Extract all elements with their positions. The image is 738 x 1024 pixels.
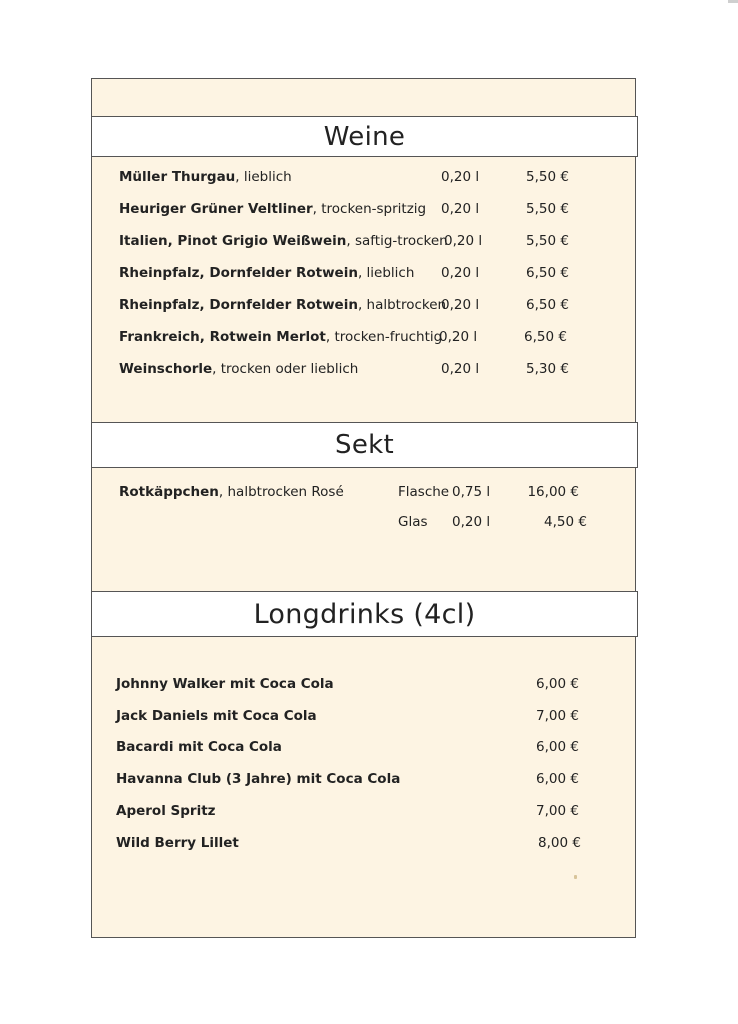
- longdrink-price: 7,00 €: [536, 708, 579, 724]
- longdrink-name: Wild Berry Lillet: [116, 835, 239, 851]
- wine-size: 0,20 l: [441, 361, 480, 377]
- wine-size: 0,20 l: [441, 297, 480, 313]
- wine-row: [92, 326, 635, 348]
- wine-name: Weinschorle, trocken oder lieblich: [119, 361, 359, 377]
- wine-size: 0,20 l: [444, 233, 483, 249]
- sekt-size: 0,20 l: [452, 514, 491, 530]
- longdrink-row: [92, 800, 635, 822]
- drinks-menu-card: [91, 78, 636, 938]
- sekt-price: 4,50 €: [544, 514, 587, 530]
- wine-row: [92, 294, 635, 316]
- wine-name: Rheinpfalz, Dornfelder Rotwein, lieblich: [119, 265, 415, 281]
- section-title-weine: Weine: [323, 121, 406, 152]
- section-header-longdrinks: [91, 591, 638, 637]
- wine-name: Frankreich, Rotwein Merlot, trocken-fruchtig: [119, 329, 443, 345]
- section-title-longdrinks: Longdrinks (4cl): [253, 598, 476, 630]
- wine-price: 5,50 €: [526, 201, 569, 217]
- wine-row: [92, 358, 635, 380]
- wine-price: 5,50 €: [526, 169, 569, 185]
- longdrink-row: [92, 768, 635, 790]
- longdrink-row: [92, 705, 635, 727]
- longdrink-name: Havanna Club (3 Jahre) mit Coca Cola: [116, 771, 401, 787]
- wine-size: 0,20 l: [441, 201, 480, 217]
- wine-price: 6,50 €: [526, 265, 569, 281]
- wine-name: Rheinpfalz, Dornfelder Rotwein, halbtrocken: [119, 297, 447, 313]
- wine-name: Heuriger Grüner Veltliner, trocken-spritzig: [119, 201, 427, 217]
- longdrink-row: [92, 736, 635, 758]
- wine-row: [92, 230, 635, 252]
- sekt-name: Rotkäppchen, halbtrocken Rosé: [119, 484, 344, 500]
- wine-row: [92, 262, 635, 284]
- sekt-size-label: Flasche: [398, 484, 450, 500]
- wine-size: 0,20 l: [439, 329, 478, 345]
- sekt-row: [92, 511, 635, 533]
- longdrink-row: [92, 832, 635, 854]
- wine-row: [92, 166, 635, 188]
- sekt-price: 16,00 €: [527, 484, 579, 500]
- longdrink-price: 6,00 €: [536, 771, 579, 787]
- section-header-weine: [91, 116, 638, 157]
- wine-price: 6,50 €: [526, 297, 569, 313]
- wine-row: [92, 198, 635, 220]
- longdrink-name: Jack Daniels mit Coca Cola: [116, 708, 317, 724]
- sekt-row: [92, 481, 635, 503]
- scan-edge-mark: [728, 0, 738, 3]
- longdrink-price: 6,00 €: [536, 676, 579, 692]
- wine-price: 6,50 €: [524, 329, 567, 345]
- wine-price: 5,30 €: [526, 361, 569, 377]
- sekt-size-label: Glas: [398, 514, 428, 530]
- longdrink-price: 7,00 €: [536, 803, 579, 819]
- sekt-size: 0,75 l: [452, 484, 491, 500]
- longdrink-name: Johnny Walker mit Coca Cola: [116, 676, 334, 692]
- section-title-sekt: Sekt: [335, 430, 394, 460]
- scan-speck: [574, 875, 577, 879]
- wine-name: Müller Thurgau, lieblich: [119, 169, 292, 185]
- wine-size: 0,20 l: [441, 265, 480, 281]
- longdrink-name: Aperol Spritz: [116, 803, 216, 819]
- section-header-sekt: [91, 422, 638, 468]
- wine-price: 5,50 €: [526, 233, 569, 249]
- longdrink-name: Bacardi mit Coca Cola: [116, 739, 282, 755]
- wine-name: Italien, Pinot Grigio Weißwein, saftig-trocken: [119, 233, 448, 249]
- longdrink-row: [92, 673, 635, 695]
- longdrink-price: 6,00 €: [536, 739, 579, 755]
- wine-size: 0,20 l: [441, 169, 480, 185]
- longdrink-price: 8,00 €: [538, 835, 581, 851]
